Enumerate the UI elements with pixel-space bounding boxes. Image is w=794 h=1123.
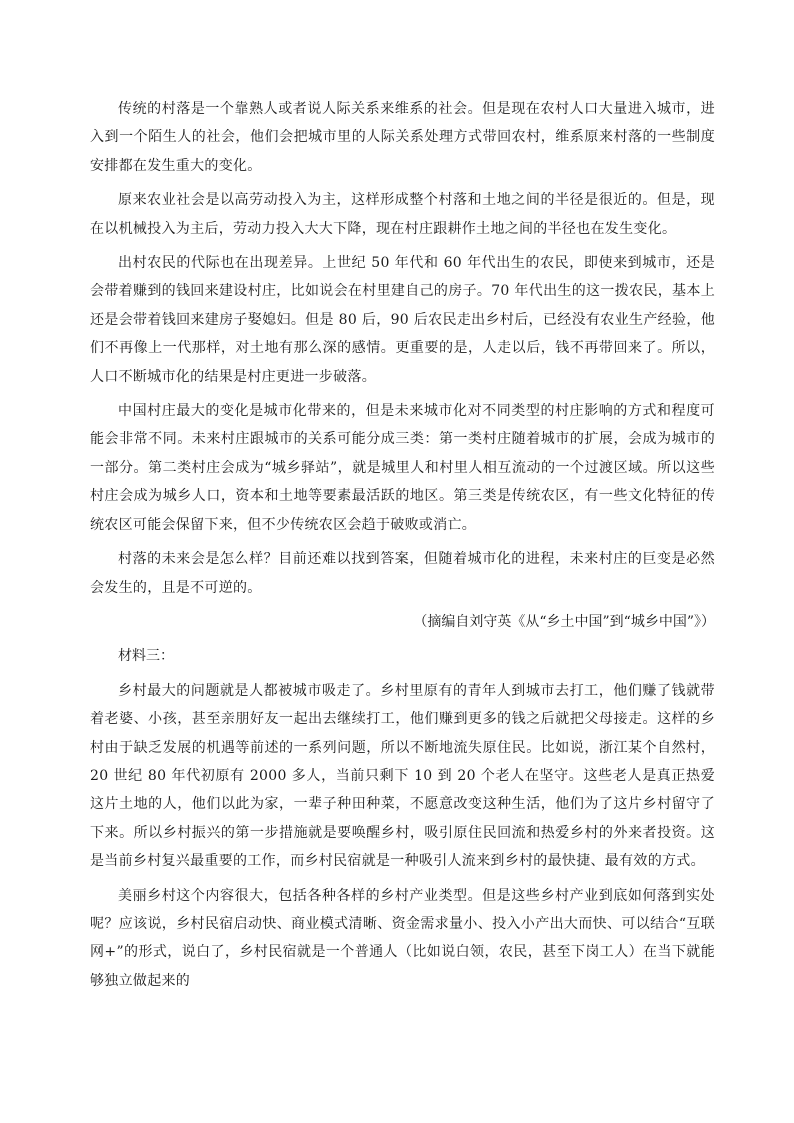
source-citation: （摘编自刘守英《从“乡土中国”到“城乡中国”》） bbox=[413, 613, 715, 630]
paragraph: 传统的村落是一个靠熟人或者说人际关系来维系的社会。但是现在农村人口大量进入城市，进入到一个陌生人的社会，他们会把城市里的人际关系处理方式带回农村，维系原来村落的一些制度安排都在发生重大的变化。 bbox=[90, 101, 715, 174]
paragraph: 村落的未来会是怎么样？目前还难以找到答案，但随着城市化的进程，未来村庄的巨变是必然会发生的，且是不可逆的。 bbox=[90, 551, 715, 596]
paragraph: 中国村庄最大的变化是城市化带来的，但是未来城市化对不同类型的村庄影响的方式和程度可能会非常不同。未来村庄跟城市的关系可能分成三类：第一类村庄随着城市的扩展，会成为城市的一部分。第二类村庄会成为“城乡驿站”，就是城里人和村里人相互流动的一个过渡区域。所以这些村庄会成为城乡人口，资本和土地等要素最活跃的地区。第三类是传统农区，有一些文化特征的传统农区可能会保留下来，但不少传统农区会趋于破败或消亡。 bbox=[90, 403, 715, 533]
paragraph: 乡村最大的问题就是人都被城市吸走了。乡村里原有的青年人到城市去打工，他们赚了钱就带着老婆、小孩，甚至亲朋好友一起出去继续打工，他们赚到更多的钱之后就把父母接走。这样的乡村由于缺乏发展的机遇等前述的一系列问题，所以不断地流失原住民。比如说，浙江某个自然村，20 世纪 80 年代初原有 2000 多人，当前只剩下 10 到 20 个老人在坚守。这些老人是真正热爱这片土地的人，他们以此为家，一辈子种田种菜，不愿意改变这种生活，他们为了这片乡村留守了下来。所以乡村振兴的第一步措施就是要唤醒乡村，吸引原住民回流和热爱乡村的外来者投资。这是当前乡村复兴最重要的工作，而乡村民宿就是一种吸引人流来到乡村的最快捷、最有效的方式。 bbox=[90, 682, 715, 870]
material-label: 材料三： bbox=[118, 648, 174, 665]
paragraph: 出村农民的代际也在出现差异。上世纪 50 年代和 60 年代出生的农民，即使来到城市，还是会带着赚到的钱回来建设村庄，比如说会在村里建自己的房子。70 年代出生的这一拨农民，基本上还是会带着钱回来建房子娶媳妇。但是 80 后，90 后农民走出乡村后，已经没有农业生产经验，他们不再像上一代那样，对土地有那么深的感情。更重要的是，人走以后，钱不再带回来了。所以，人口不断城市化的结果是村庄更进一步破落。 bbox=[90, 255, 715, 385]
document-body bbox=[90, 95, 715, 1001]
paragraph: 原来农业社会是以高劳动投入为主，这样形成整个村落和土地之间的半径是很近的。但是，现在以机械投入为主后，劳动力投入大大下降，现在村庄跟耕作土地之间的半径也在发生变化。 bbox=[90, 192, 715, 237]
paragraph: 美丽乡村这个内容很大，包括各种各样的乡村产业类型。但是这些乡村产业到底如何落到实处呢？应该说，乡村民宿启动快、商业模式清晰、资金需求量小、投入小产出大而快、可以结合“互联网+”的形式，说白了，乡村民宿就是一个普通人（比如说白领，农民，甚至下岗工人）在当下就能够独立做起来的 bbox=[90, 887, 715, 989]
